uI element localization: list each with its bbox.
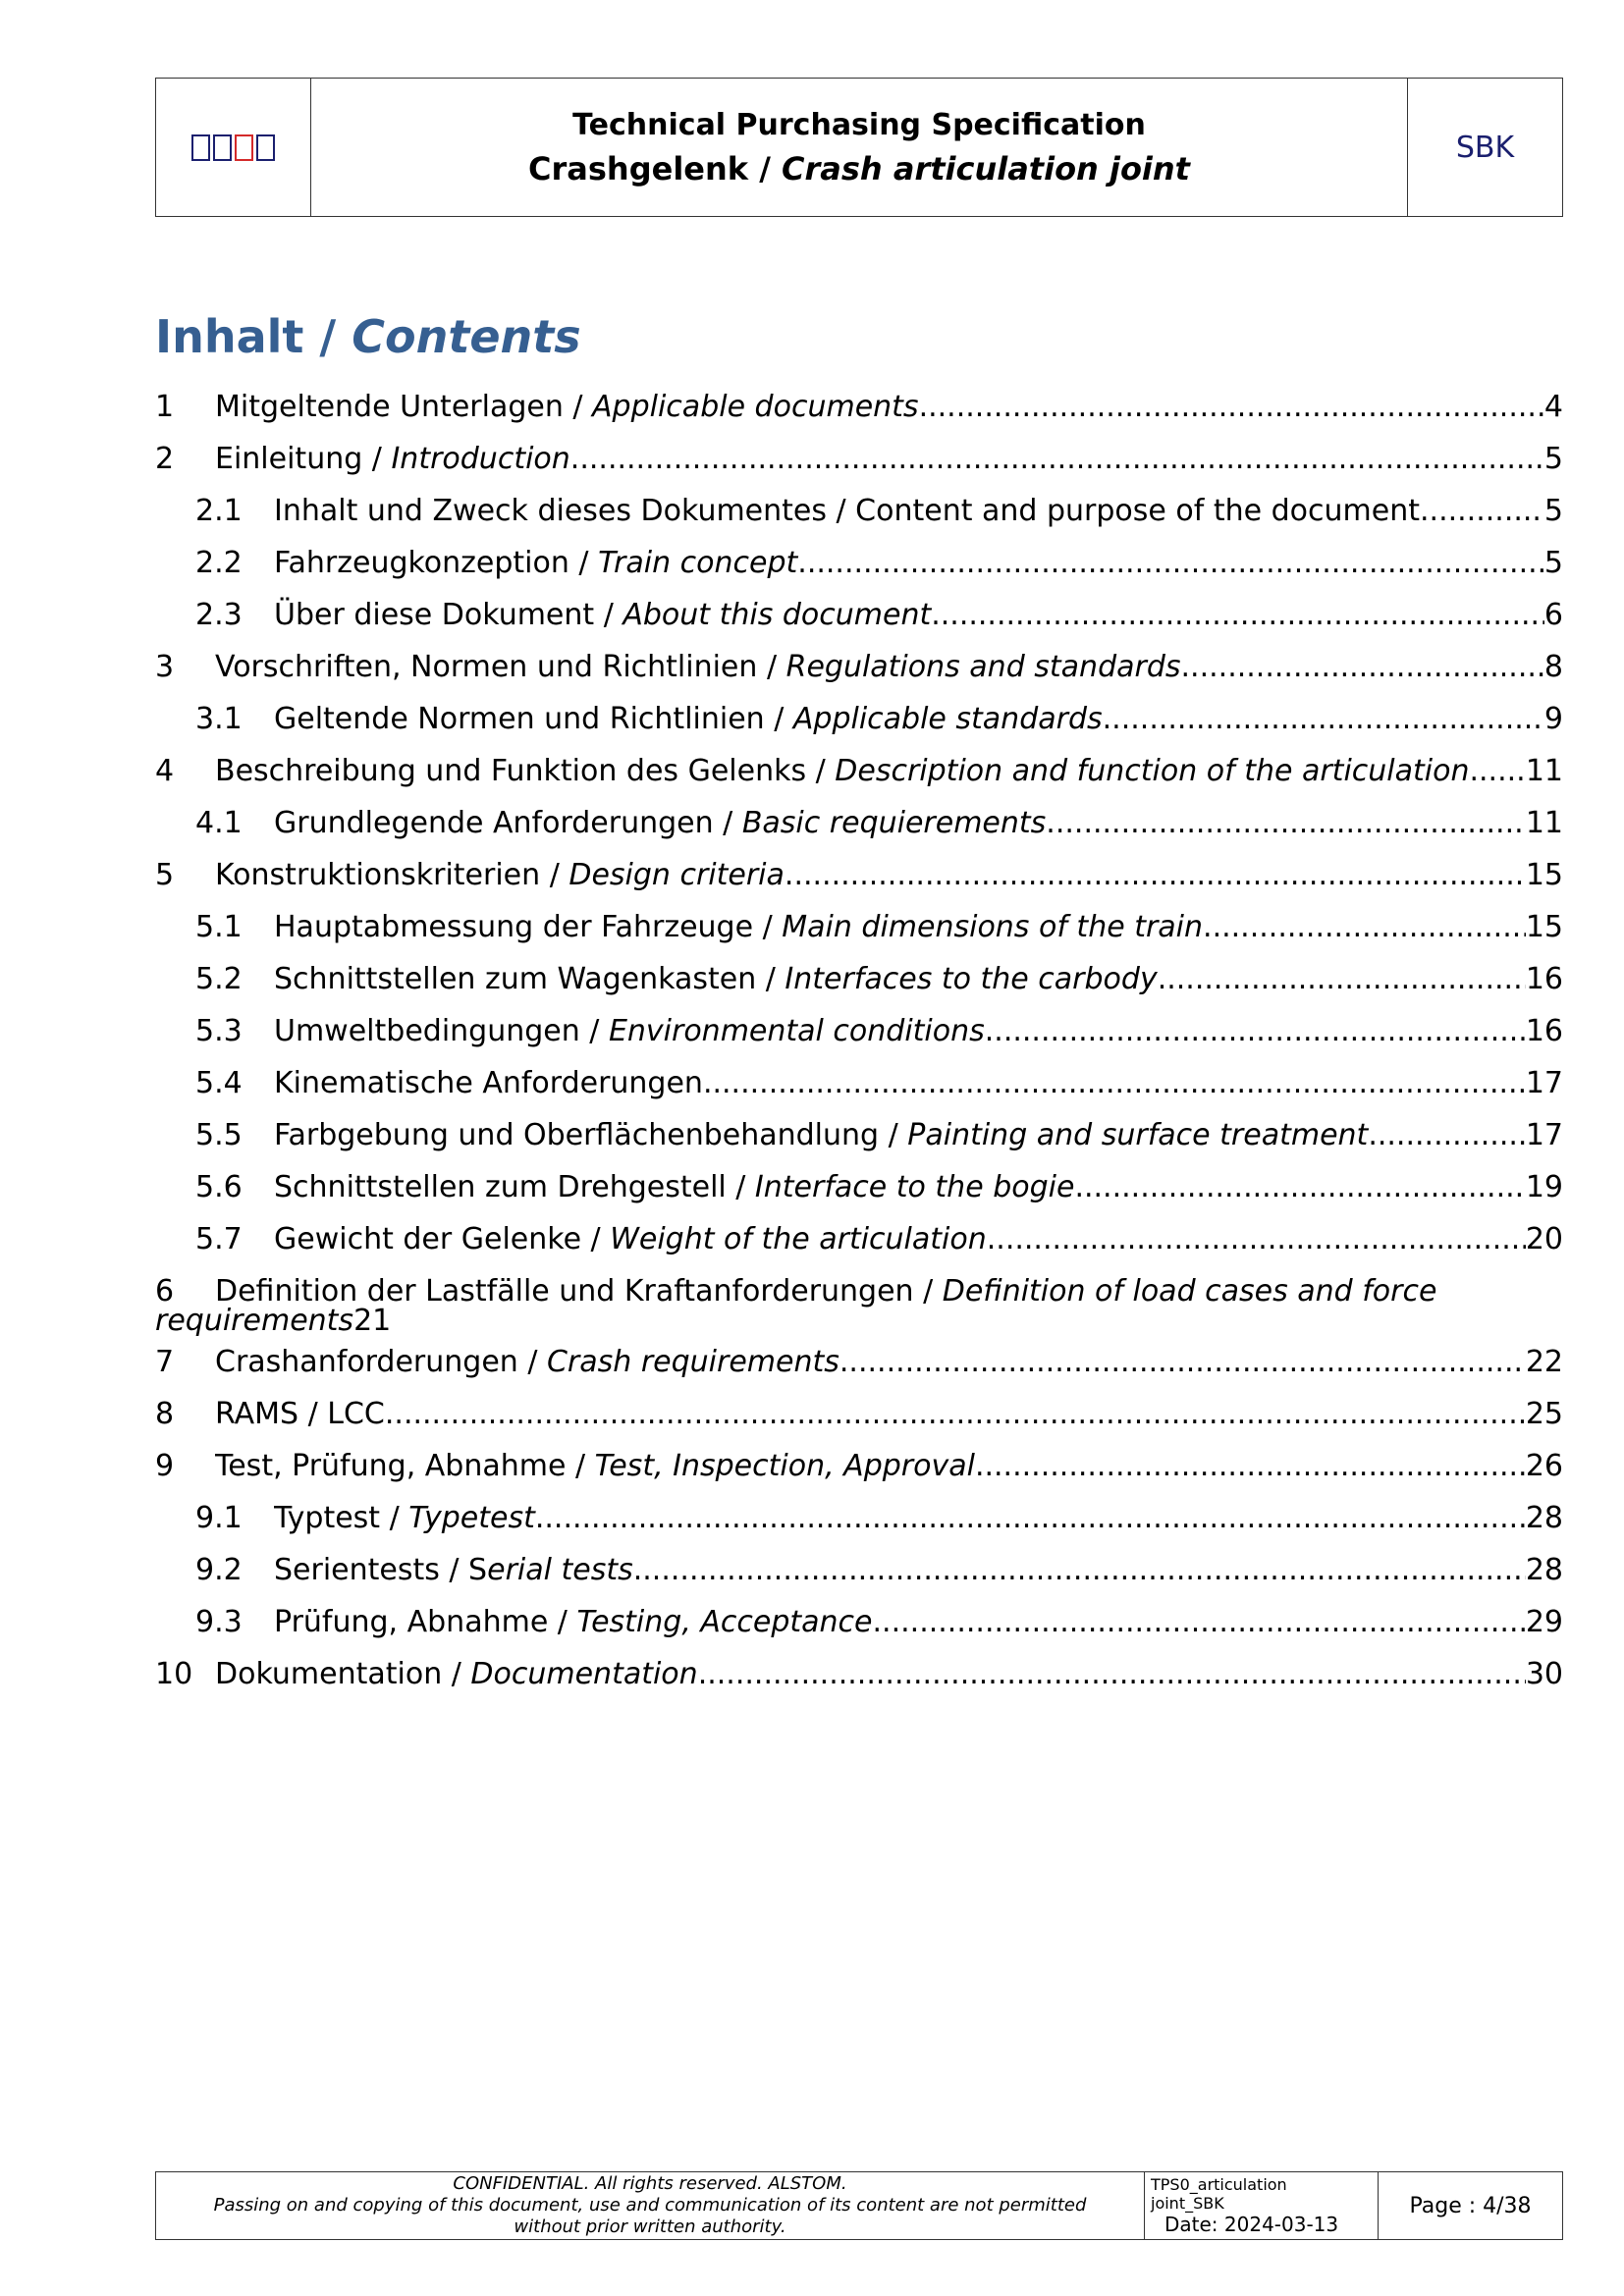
toc-entry-title: Serientests / Serial tests: [274, 1553, 633, 1587]
toc-entry-page: 16: [1525, 1014, 1563, 1048]
toc-entry-number: 1: [155, 390, 175, 424]
leader-dots: [385, 1388, 1526, 1440]
toc-entry-number: 2.1: [195, 494, 243, 528]
leader-dots: [1074, 1161, 1525, 1213]
toc-entry-page: 19: [1525, 1170, 1563, 1204]
toc-entry-number: 2: [155, 442, 175, 476]
toc-entry-title: Dokumentation / Documentation: [215, 1657, 698, 1691]
toc-entry-number: 3.1: [195, 702, 243, 736]
toc-entry-page: 16: [1525, 962, 1563, 996]
toc-entry-number: 2.2: [195, 546, 243, 580]
toc-entry[interactable]: [155, 1336, 1563, 1388]
toc-entry-page: 9: [1543, 702, 1563, 736]
toc-entry[interactable]: [155, 589, 1563, 641]
toc-entry-number: 4: [155, 754, 175, 788]
toc-entry-number: 9: [155, 1449, 175, 1483]
toc-entry-page: 17: [1525, 1066, 1563, 1100]
leader-dots: [975, 1440, 1526, 1492]
toc-entry-number: 10: [155, 1657, 193, 1691]
toc-entry[interactable]: [155, 1388, 1563, 1440]
table-of-contents: [155, 381, 1563, 1700]
document-footer: [155, 2171, 1563, 2240]
header-title-cell: [311, 79, 1408, 216]
toc-entry-number: 3: [155, 650, 175, 684]
toc-entry-page: 11: [1525, 754, 1563, 788]
toc-entry-title: Umweltbedingungen / Environmental conditions: [274, 1014, 985, 1048]
toc-entry-title: Gewicht der Gelenke / Weight of the articulation: [274, 1222, 987, 1256]
toc-entry-number: 5.3: [195, 1014, 243, 1048]
toc-entry-title: Mitgeltende Unterlagen / Applicable documents: [215, 390, 919, 424]
leader-dots: [839, 1336, 1526, 1388]
document-header: [155, 78, 1563, 217]
toc-entry-title: Typtest / Typetest: [274, 1501, 535, 1535]
toc-entry-number: 5.1: [195, 910, 243, 944]
leader-dots: [985, 1005, 1526, 1057]
leader-dots: [633, 1544, 1526, 1596]
toc-entry-number: 9.3: [195, 1605, 243, 1639]
leader-dots: [1203, 901, 1526, 953]
leader-dots: [1368, 1109, 1525, 1161]
leader-dots: [987, 1213, 1526, 1265]
toc-entry-title: Einleitung / Introduction: [215, 442, 570, 476]
leader-dots: [703, 1057, 1526, 1109]
toc-entry[interactable]: [155, 849, 1563, 901]
toc-entry[interactable]: [155, 1648, 1563, 1700]
toc-entry-page: 25: [1525, 1397, 1563, 1431]
toc-entry-page: 28: [1525, 1501, 1563, 1535]
toc-entry-page: 8: [1543, 650, 1563, 684]
leader-dots: [535, 1492, 1526, 1544]
toc-entry-title: Test, Prüfung, Abnahme / Test, Inspection, Approval: [215, 1449, 975, 1483]
toc-entry-page: 5: [1543, 546, 1563, 580]
toc-entry-number: 9.2: [195, 1553, 243, 1587]
confidentiality-notice: CONFIDENTIAL. All rights reserved. ALSTOM. Passing on and copying of this document, use and communication of its content are not permitted without prior written authority.: [156, 2172, 1145, 2239]
toc-entry-number: 5.5: [195, 1118, 243, 1152]
toc-entry-number: 9.1: [195, 1501, 243, 1535]
leader-dots: [919, 381, 1544, 433]
toc-entry-page: 15: [1525, 910, 1563, 944]
alstom-logo: [191, 134, 275, 161]
toc-entry[interactable]: [155, 1005, 1563, 1057]
toc-entry-number: 5.2: [195, 962, 243, 996]
toc-entry[interactable]: [155, 745, 1563, 797]
toc-entry-page: 29: [1525, 1605, 1563, 1639]
leader-dots: [1103, 693, 1544, 745]
toc-entry-title: Schnittstellen zum Drehgestell / Interface to the bogie: [274, 1170, 1075, 1204]
leader-dots: [785, 849, 1526, 901]
toc-entry[interactable]: [155, 1544, 1563, 1596]
toc-entry[interactable]: [155, 1596, 1563, 1648]
toc-entry[interactable]: [155, 797, 1563, 849]
leader-dots: [797, 537, 1544, 589]
toc-entry-number: 7: [155, 1345, 175, 1379]
leader-dots: [698, 1648, 1526, 1700]
toc-entry-title: Beschreibung und Funktion des Gelenks / Description and function of the articulation: [215, 754, 1470, 788]
contents-heading: Inhalt / Contents: [155, 310, 581, 363]
toc-entry[interactable]: [155, 1057, 1563, 1109]
toc-entry-page: 20: [1525, 1222, 1563, 1256]
toc-entry-page: 5: [1543, 494, 1563, 528]
leader-dots: [570, 433, 1544, 485]
toc-entry-number: 2.3: [195, 598, 243, 632]
toc-entry[interactable]: [155, 953, 1563, 1005]
toc-entry-number: 5.6: [195, 1170, 243, 1204]
toc-entry-title: Fahrzeugkonzeption / Train concept: [274, 546, 798, 580]
toc-entry[interactable]: 6 Definition der Lastfälle und Kraftanforderungen / Definition of load cases and force requirements 21: [155, 1265, 1563, 1336]
toc-entry-page: 22: [1525, 1345, 1563, 1379]
toc-entry[interactable]: [155, 693, 1563, 745]
toc-entry[interactable]: [155, 1213, 1563, 1265]
toc-entry-page: 4: [1543, 390, 1563, 424]
toc-entry[interactable]: [155, 1161, 1563, 1213]
toc-entry-title: Hauptabmessung der Fahrzeuge / Main dimensions of the train: [274, 910, 1204, 944]
toc-entry-title: RAMS / LCC: [215, 1397, 385, 1431]
toc-entry-title: Definition der Lastfälle und Kraftanforderungen / Definition of load cases and force: [215, 1274, 1437, 1308]
document-date: Date: 2024-03-13: [1164, 2213, 1339, 2236]
toc-entry-title: Inhalt und Zweck dieses Dokumentes / Content and purpose of the document: [274, 494, 1420, 528]
document-id: TPS0_articulation joint_SBK Date: 2024-03-13: [1145, 2172, 1379, 2239]
toc-entry[interactable]: [155, 485, 1563, 537]
toc-entry[interactable]: [155, 433, 1563, 485]
leader-dots: [931, 589, 1544, 641]
toc-entry[interactable]: [155, 901, 1563, 953]
toc-entry-page: 11: [1525, 806, 1563, 840]
toc-entry-title: Kinematische Anforderungen: [274, 1066, 703, 1100]
toc-entry-title: Farbgebung und Oberflächenbehandlung / Painting and surface treatment: [274, 1118, 1369, 1152]
spec-subtitle: Crashgelenk / Crash articulation joint: [528, 149, 1190, 187]
toc-entry[interactable]: [155, 1440, 1563, 1492]
leader-dots: [1158, 953, 1526, 1005]
toc-entry[interactable]: [155, 537, 1563, 589]
toc-entry-title: Crashanforderungen / Crash requirements: [215, 1345, 839, 1379]
leader-dots: [1046, 797, 1526, 849]
toc-entry-title: Geltende Normen und Richtlinien / Applicable standards: [274, 702, 1103, 736]
toc-entry-number: 8: [155, 1397, 175, 1431]
toc-entry-title: Grundlegende Anforderungen / Basic requierements: [274, 806, 1047, 840]
toc-entry-page: 5: [1543, 442, 1563, 476]
toc-entry-number: 4.1: [195, 806, 243, 840]
leader-dots: [1420, 485, 1544, 537]
toc-entry-page: 6: [1543, 598, 1563, 632]
toc-entry-page: 15: [1525, 858, 1563, 892]
toc-entry-number: 5: [155, 858, 175, 892]
toc-entry[interactable]: [155, 381, 1563, 433]
toc-entry[interactable]: [155, 1109, 1563, 1161]
page-number: Page : 4/38: [1409, 2193, 1532, 2218]
toc-entry[interactable]: [155, 641, 1563, 693]
toc-entry-title: Vorschriften, Normen und Richtlinien / Regulations and standards: [215, 650, 1181, 684]
leader-dots: [873, 1596, 1526, 1648]
toc-entry-title: Schnittstellen zum Wagenkasten / Interfaces to the carbody: [274, 962, 1158, 996]
logo-cell: [156, 79, 311, 216]
toc-entry-number: 5.7: [195, 1222, 243, 1256]
toc-entry[interactable]: [155, 1492, 1563, 1544]
leader-dots: [1181, 641, 1544, 693]
toc-entry-page: 17: [1525, 1118, 1563, 1152]
spec-title: Technical Purchasing Specification: [572, 107, 1146, 142]
leader-dots: [1469, 745, 1525, 797]
toc-entry-title: Über diese Dokument / About this document: [274, 598, 932, 632]
toc-entry-title: Prüfung, Abnahme / Testing, Acceptance: [274, 1605, 873, 1639]
header-code: SBK: [1455, 130, 1515, 165]
toc-entry-page: 26: [1525, 1449, 1563, 1483]
toc-entry-number: 5.4: [195, 1066, 243, 1100]
toc-entry-page: 21: [353, 1304, 392, 1338]
toc-entry-number: 6: [155, 1274, 175, 1308]
toc-entry-page: 28: [1525, 1553, 1563, 1587]
toc-entry-title: Konstruktionskriterien / Design criteria: [215, 858, 785, 892]
toc-entry-page: 30: [1525, 1657, 1563, 1691]
